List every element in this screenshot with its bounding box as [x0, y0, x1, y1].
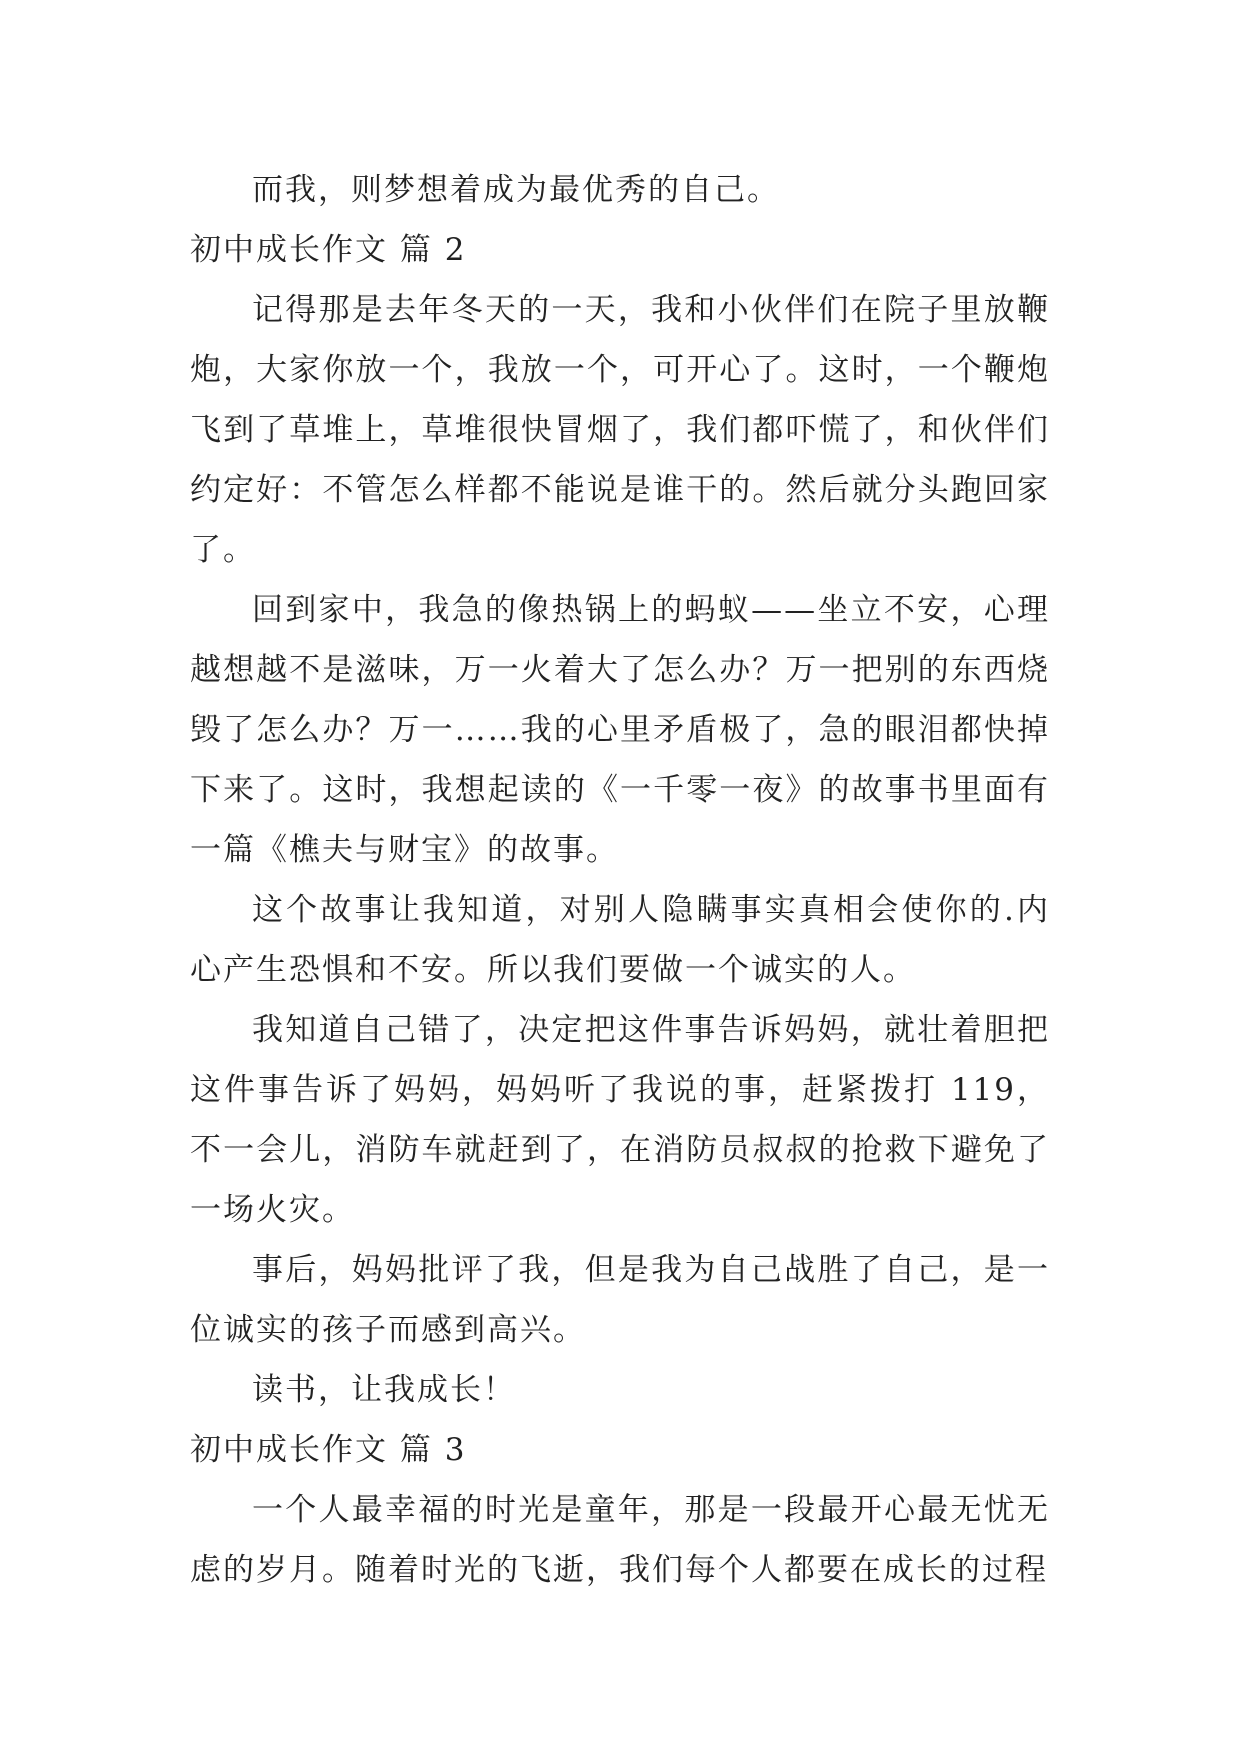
- paragraph-dream: 而我，则梦想着成为最优秀的自己。: [252, 172, 780, 208]
- section-heading-2: 初中成长作文 篇 2: [190, 232, 467, 268]
- paragraph-confession: 我知道自己错了，决定把这件事告诉妈妈，就壮着胆把这件事告诉了妈妈，妈妈听了我说的事，赶紧拨打 119，不一会儿，消防车就赶到了，在消防员叔叔的抢救下避免了一场火灾。: [190, 1012, 1050, 1228]
- section-heading-3: 初中成长作文 篇 3: [190, 1432, 467, 1468]
- paragraph-firecrackers: 记得那是去年冬天的一天，我和小伙伴们在院子里放鞭炮，大家你放一个，我放一个，可开心了。这时，一个鞭炮飞到了草堆上，草堆很快冒烟了，我们都吓慌了，和伙伴们约定好：不管怎么样都不能说是谁干的。然后就分头跑回家了。: [190, 292, 1050, 568]
- paragraph-childhood: 一个人最幸福的时光是童年，那是一段最开心最无忧无虑的岁月。随着时光的飞逝，我们每个人都要在成长的过程: [190, 1492, 1050, 1588]
- document-body: [190, 160, 1050, 1600]
- paragraph-anxiety: 回到家中，我急的像热锅上的蚂蚁——坐立不安，心理越想越不是滋味，万一火着大了怎么办？万一把别的东西烧毁了怎么办？万一……我的心里矛盾极了，急的眼泪都快掉下来了。这时，我想起读的《一千零一夜》的故事书里面有一篇《樵夫与财宝》的故事。: [190, 592, 1050, 868]
- paragraph-reading-growth: 读书，让我成长！: [252, 1372, 516, 1408]
- paragraph-afterward: 事后，妈妈批评了我，但是我为自己战胜了自己，是一位诚实的孩子而感到高兴。: [190, 1252, 1050, 1348]
- paragraph-lesson: 这个故事让我知道，对别人隐瞒事实真相会使你的.内心产生恐惧和不安。所以我们要做一个诚实的人。: [190, 892, 1050, 988]
